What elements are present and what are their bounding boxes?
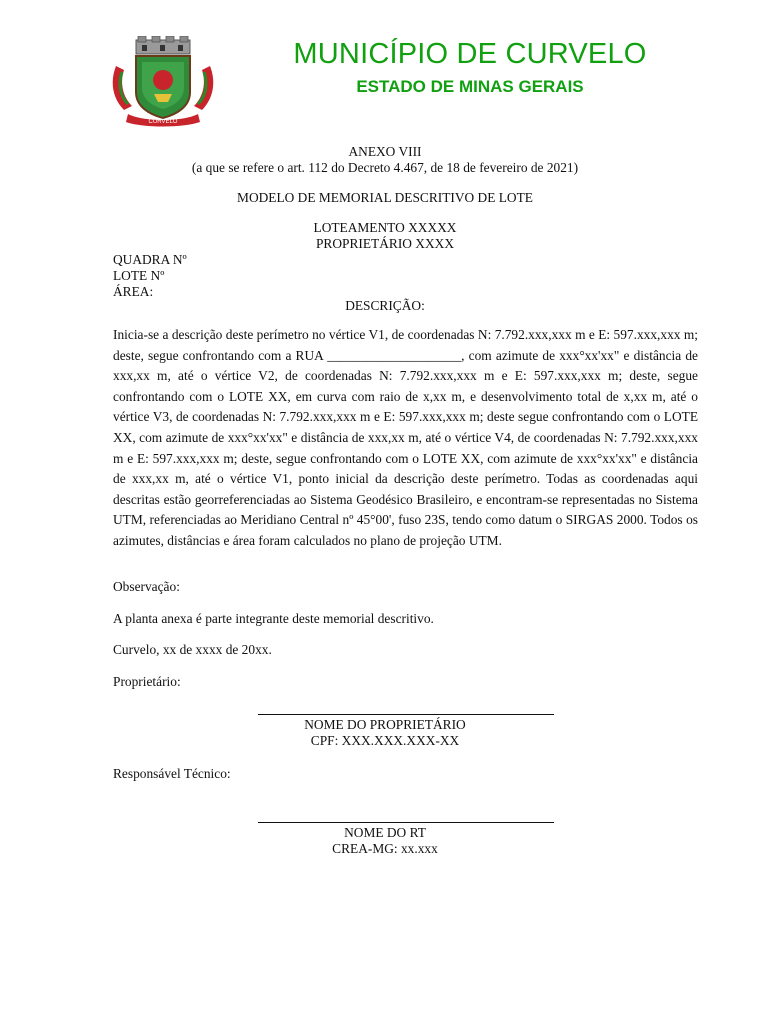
model-title: MODELO DE MEMORIAL DESCRITIVO DE LOTE bbox=[237, 190, 533, 205]
municipality-title: MUNICÍPIO DE CURVELO bbox=[293, 38, 647, 70]
rt-label: Responsável Técnico: bbox=[113, 766, 231, 781]
owner-name: NOME DO PROPRIETÁRIO bbox=[304, 717, 466, 732]
observacao-text: A planta anexa é parte integrante deste memorial descritivo. bbox=[113, 611, 434, 626]
owner-label: Proprietário: bbox=[113, 674, 181, 689]
observacao-heading: Observação: bbox=[113, 579, 180, 594]
proprietario-line: PROPRIETÁRIO XXXX bbox=[315, 236, 454, 251]
annex-title: ANEXO VIII bbox=[348, 144, 422, 159]
municipal-crest-icon bbox=[108, 36, 218, 128]
area-field: ÁREA: bbox=[113, 284, 154, 299]
owner-cpf: CPF: XXX.XXX.XXX-XX bbox=[310, 733, 460, 748]
rt-name: NOME DO RT bbox=[344, 825, 426, 840]
crest-ribbon-label: CURVELO bbox=[148, 119, 178, 125]
loteamento-line: LOTEAMENTO XXXXX bbox=[313, 220, 457, 235]
descricao-heading: DESCRIÇÃO: bbox=[345, 298, 425, 313]
annex-reference: (a que se refere o art. 112 do Decreto 4.467, de 18 de fevereiro de 2021) bbox=[191, 160, 579, 175]
owner-signature-line bbox=[258, 714, 554, 715]
rt-signature-line bbox=[258, 822, 554, 823]
quadra-field: QUADRA Nº bbox=[113, 252, 187, 267]
descricao-paragraph: Inicia-se a descrição deste perímetro no vértice V1, de coordenadas N: 7.792.xxx,xxx m e E: 597.xxx,xxx m; deste, segue confrontando com a RUA ____________________, com azimute de xxx°xx'xx" e distância de xxx,xx m, até o vértice V2, de coordenadas N: 7.792.xxx,xxx m e E: 597.xxx,xxx m; deste, segue confrontando com o LOTE XX, em curva com raio de x,xx m, e desenvolvimento total de x,xx m, até o vértice V3, de coordenadas N: 7.792.xxx,xxx m e E: 597.xxx,xxx m; deste segue confrontando com o LOTE XX, com azimute de xxx°xx'xx" e distância de xxx,xx m, até o vértice V4, de coordenadas N: 7.792.xxx,xxx m e E: 597.xxx,xxx m; deste, segue confrontando com o LOTE XX, com azimute de xxx°xx'xx" e distância de xxx,xx m, até o vértice V1, ponto inicial da descrição deste perímetro. Todas as coordenadas aqui descritas estão georreferenciadas ao Sistema Geodésico Brasileiro, e encontram-se representadas no Sistema UTM, referenciadas ao Meridiano Central nº 45°00', fuso 23S, tendo como datum o SIRGAS 2000. Todos os azimutes, distâncias e área foram calculados no plano de projeção UTM. bbox=[113, 327, 698, 548]
lote-field: LOTE Nº bbox=[113, 268, 165, 283]
state-title: ESTADO DE MINAS GERAIS bbox=[356, 77, 584, 96]
document-header bbox=[0, 0, 768, 135]
place-date: Curvelo, xx de xxxx de 20xx. bbox=[113, 642, 272, 657]
rt-crea: CREA-MG: xx.xxx bbox=[332, 841, 438, 856]
